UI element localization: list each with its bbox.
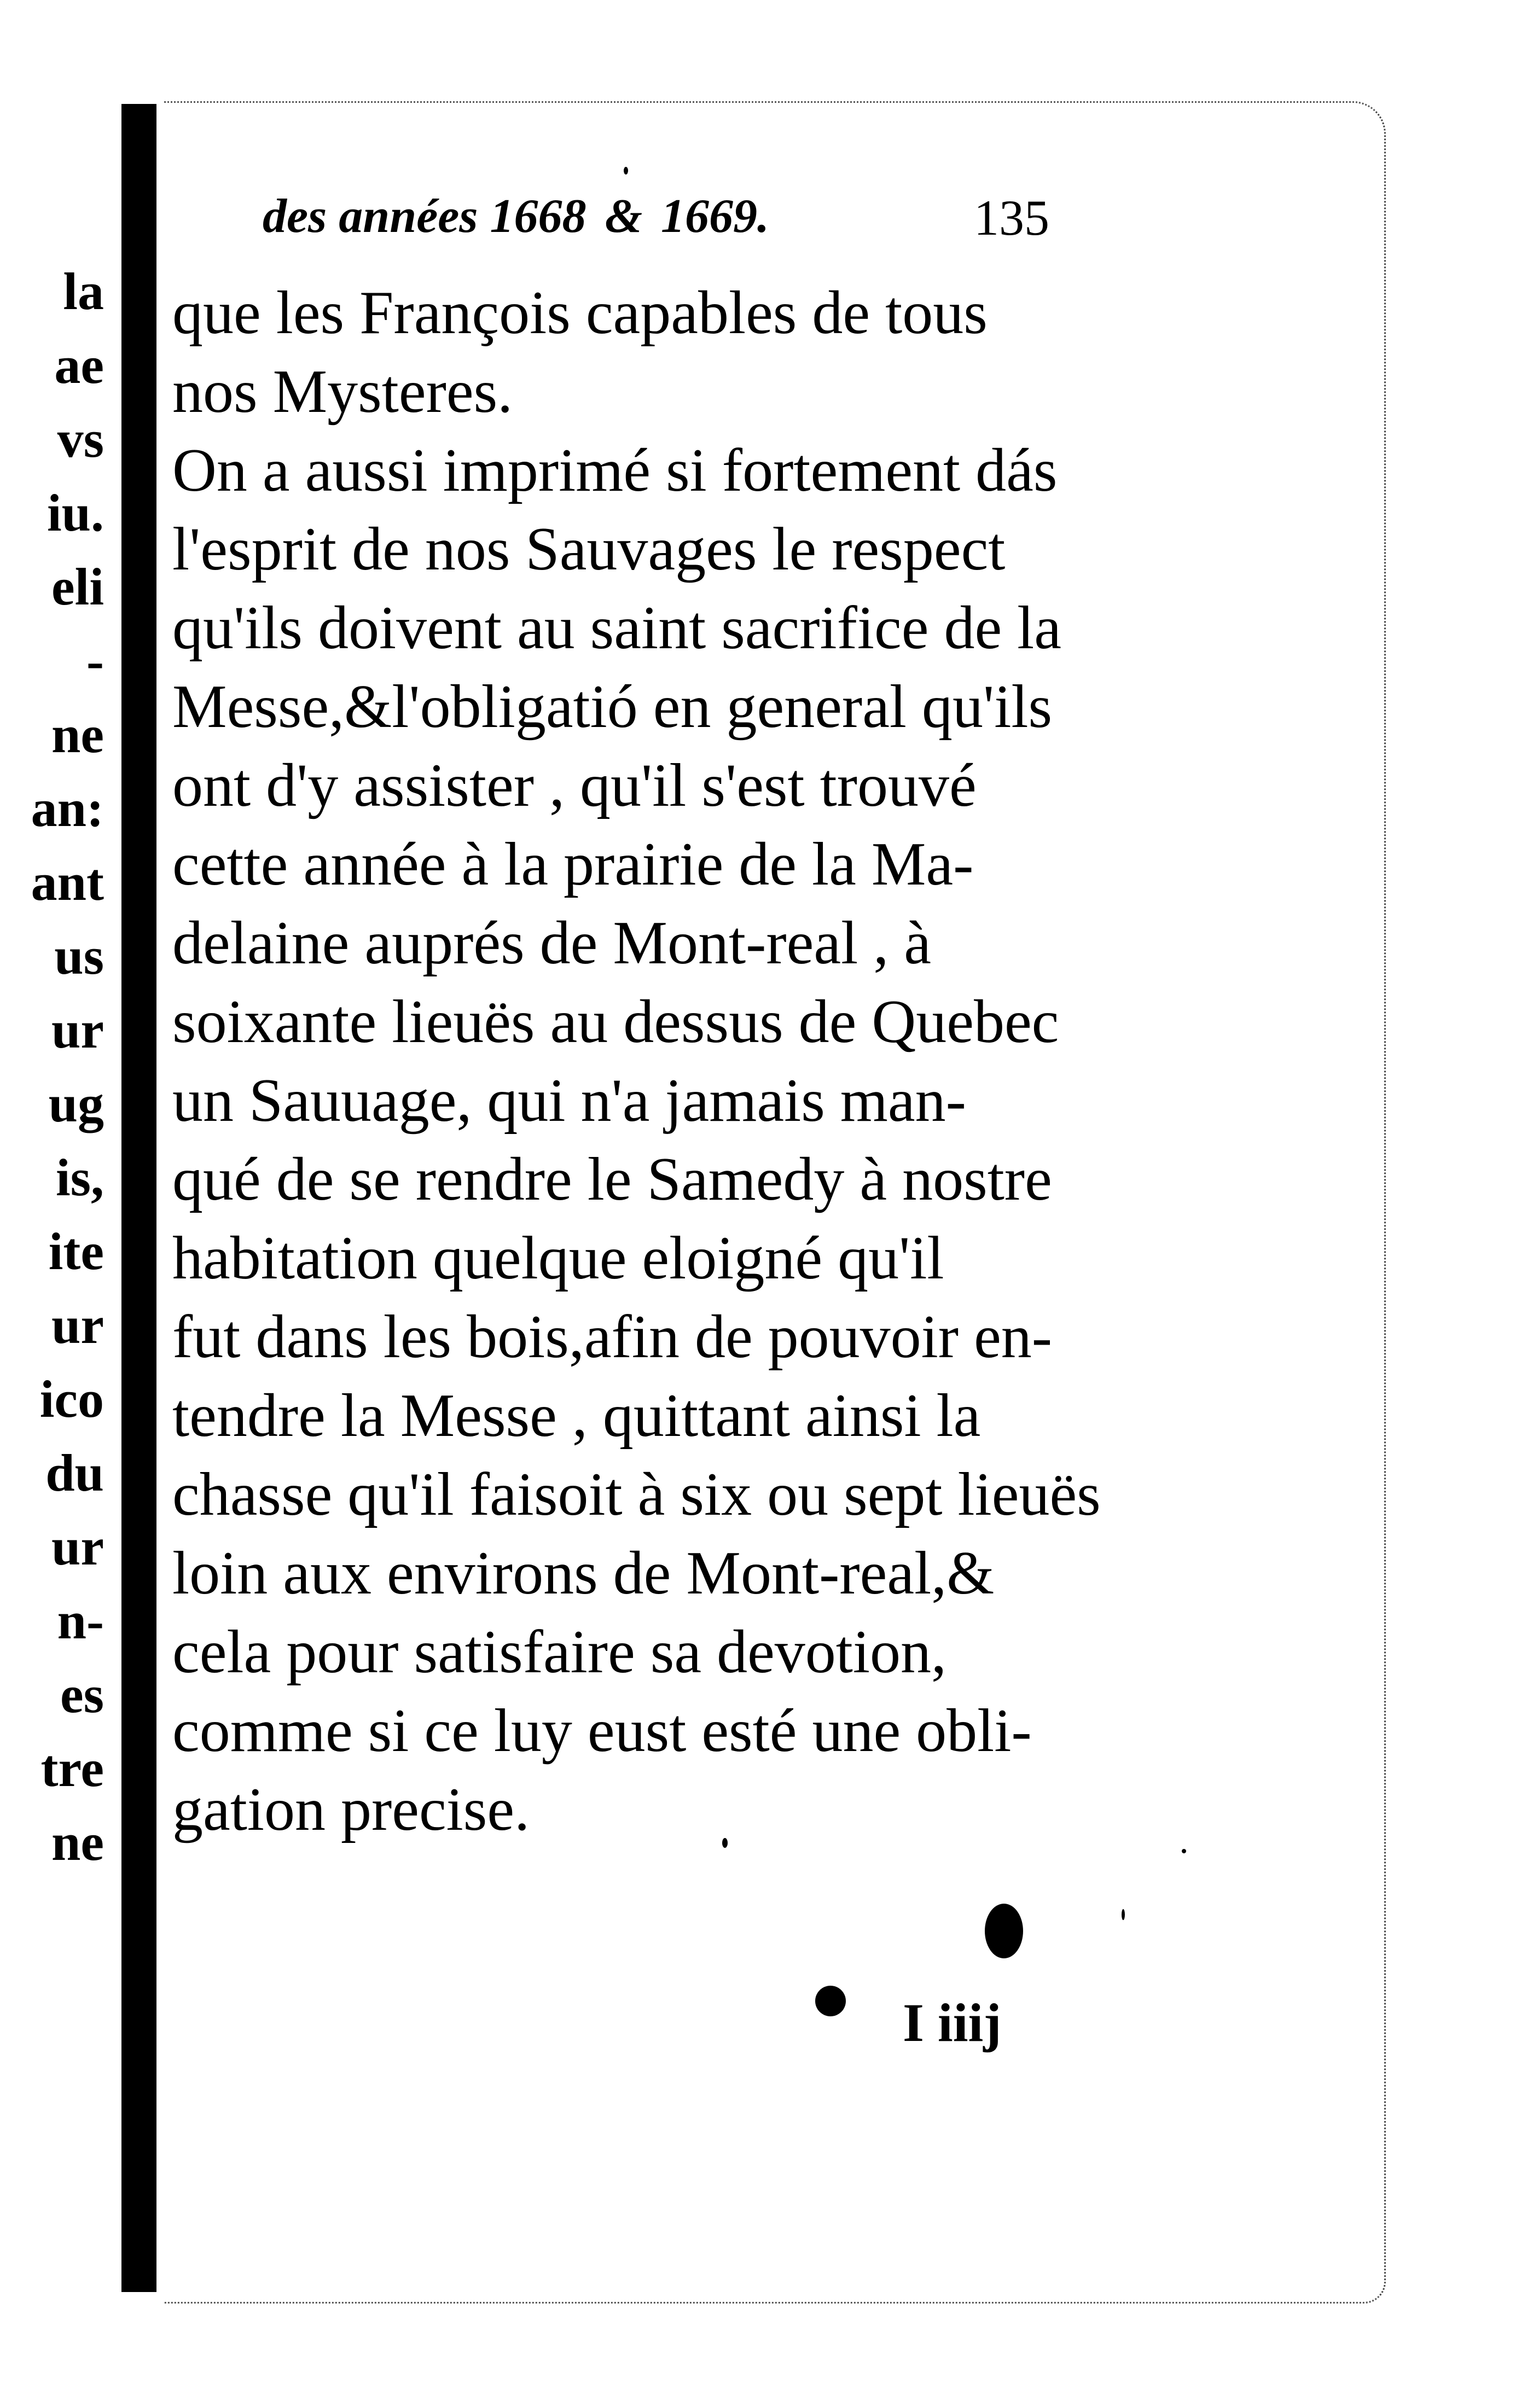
page-number: 135 bbox=[974, 190, 1049, 246]
text-line: gation precise. bbox=[172, 1776, 530, 1843]
text-line: qué de se rendre le Samedy à nostre bbox=[172, 1145, 1052, 1213]
body-text bbox=[172, 274, 1113, 1849]
fragment-line: an: bbox=[31, 779, 104, 837]
running-head-ampersand: & bbox=[605, 190, 643, 243]
fragment-line: eli bbox=[51, 557, 104, 616]
fragment-line: tre bbox=[40, 1739, 104, 1798]
running-head bbox=[263, 189, 769, 244]
text-line: delaine auprés de Mont-real , à bbox=[172, 909, 931, 977]
facing-page-fragments bbox=[0, 254, 104, 1879]
text-line: nos Mysteres. bbox=[172, 358, 513, 426]
text-line: que les François capables de tous bbox=[172, 279, 988, 347]
text-line: l'esprit de nos Sauvages le respect bbox=[172, 515, 1006, 583]
fragment-line: es bbox=[60, 1665, 104, 1724]
fragment-line: ant bbox=[31, 853, 104, 911]
fragment-line: du bbox=[45, 1444, 104, 1502]
fragment-line: ne bbox=[51, 1813, 104, 1871]
speck bbox=[722, 1838, 728, 1848]
text-line: qu'ils doivent au saint sacrifice de la bbox=[172, 594, 1061, 662]
fragment-line: ite bbox=[48, 1222, 104, 1281]
text-line: comme si ce luy eust esté une obli- bbox=[172, 1697, 1032, 1765]
gutter-shadow bbox=[121, 104, 156, 2292]
fragment-line: is, bbox=[55, 1148, 104, 1207]
text-line: loin aux environs de Mont-real,& bbox=[172, 1539, 995, 1607]
speck bbox=[624, 167, 628, 175]
text-line: soixante lieuës au dessus de Quebec bbox=[172, 988, 1059, 1056]
fragment-line: n- bbox=[57, 1591, 104, 1650]
running-head-text: des années 1668 bbox=[263, 190, 587, 243]
fragment-line: vs bbox=[57, 410, 104, 468]
fragment-line: ur bbox=[51, 1001, 104, 1059]
text-line: tendre la Messe , quittant ainsi la bbox=[172, 1382, 981, 1450]
signature-mark: I iiij bbox=[903, 1992, 1002, 2053]
fragment-line: - bbox=[86, 631, 104, 690]
text-line: ont d'y assister , qu'il s'est trouvé bbox=[172, 752, 977, 819]
fragment-line: ur bbox=[51, 1296, 104, 1354]
fragment-line: iu. bbox=[47, 484, 104, 542]
fragment-line: ur bbox=[51, 1517, 104, 1576]
ink-blot bbox=[985, 1904, 1023, 1958]
fragment-line: ug bbox=[48, 1074, 104, 1133]
running-head-year: 1669. bbox=[661, 190, 770, 243]
text-line: cette année à la prairie de la Ma- bbox=[172, 830, 974, 898]
text-line: chasse qu'il faisoit à six ou sept lieuës bbox=[172, 1461, 1101, 1528]
text-line: fut dans les bois,afin de pouvoir en- bbox=[172, 1303, 1053, 1371]
fragment-line: us bbox=[54, 927, 104, 985]
text-line: un Sauuage, qui n'a jamais man- bbox=[172, 1067, 966, 1135]
fragment-line: ne bbox=[51, 705, 104, 764]
text-line: habitation quelque eloigné qu'il bbox=[172, 1224, 944, 1292]
speck bbox=[1122, 1909, 1125, 1920]
ink-dot bbox=[815, 1986, 846, 2016]
text-line: On a aussi imprimé si fortement dás bbox=[172, 437, 1058, 504]
fragment-line: ico bbox=[39, 1370, 104, 1428]
speck bbox=[1182, 1849, 1186, 1853]
fragment-line: la bbox=[63, 262, 104, 321]
text-line: Messe,&l'obligatió en general qu'ils bbox=[172, 673, 1053, 741]
text-line: cela pour satisfaire sa devotion, bbox=[172, 1618, 947, 1686]
fragment-line: ae bbox=[54, 336, 104, 394]
